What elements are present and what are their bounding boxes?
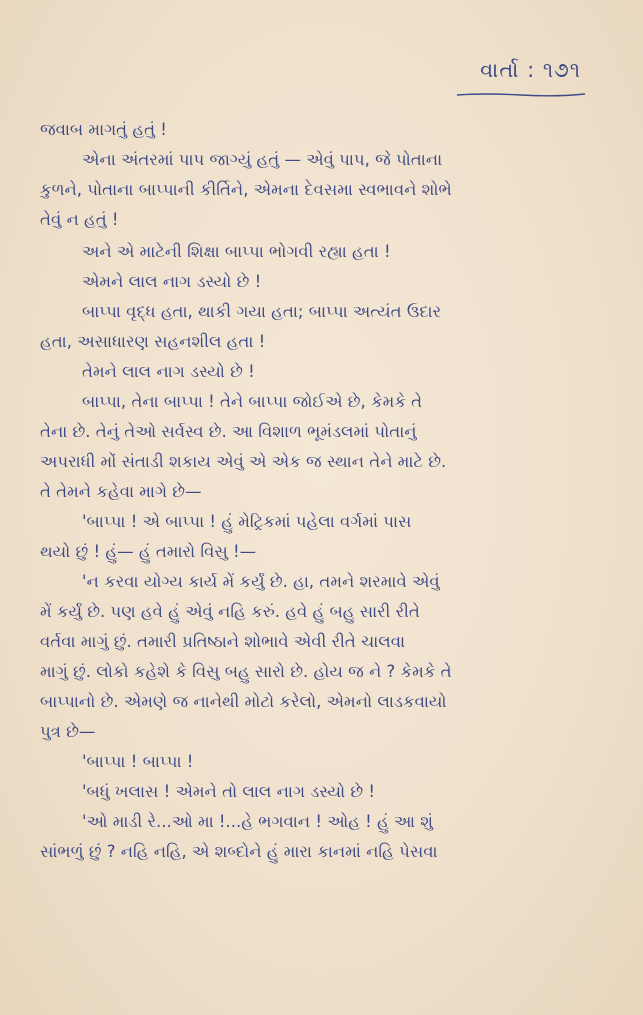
text-line: 'ન કરવા યોગ્ય કાર્ય મેં કર્યું છે. હા, તમને શરમાવે એવું [82,572,440,591]
text-line: તેવું ન હતું ! [40,210,119,229]
text-line: તેના છે. તેનું તેઓ સર્વસ્વ છે. આ વિશાળ ભૂમંડલમાં પોતાનું [40,422,417,441]
text-line: એમને લાલ નાગ ડસ્યો છે ! [82,272,262,291]
text-line: થયો છું ! હું— હું તમારો વિસુ !— [40,542,257,561]
text-line: કુળને, પોતાના બાપ્પાની કીર્તિને, એમના દેવસમા સ્વભાવને શોભે [40,180,452,199]
text-line: અને એ માટેની શિક્ષા બાપ્પા ભોગવી રહ્યા હતા ! [82,242,391,261]
text-line: એના અંતરમાં પાપ જાગ્યું હતું — એવું પાપ, જે પોતાના [82,150,443,169]
text-line: 'બધું ખલાસ ! એમને તો લાલ નાગ ડસ્યો છે ! [82,782,375,801]
text-line: સાંભળું છું ? નહિ નહિ, એ શબ્દોને હું મારા કાનમાં નહિ પેસવા [40,842,438,861]
text-line: બાપ્પા, તેના બાપ્પા ! તેને બાપ્પા જોઈએ છે, કેમકે તે [82,392,423,411]
text-line: જવાબ માગતું હતું ! [40,120,167,139]
page-header: વાર્તા : ૧૭૧ [480,58,581,82]
header-underline [455,92,587,98]
text-line: 'ઓ માડી રે...ઓ મા !...હે ભગવાન ! ઓહ ! હું આ શું [82,812,433,831]
text-line: તે તેમને કહેવા માગે છે— [40,482,202,501]
text-line: બાપ્પાનો છે. એમણે જ નાનેથી મોટો કરેલો, એમનો લાડકવાયો [40,692,447,711]
text-line: 'બાપ્પા ! એ બાપ્પા ! હું મેટ્રિકમાં પહેલા વર્ગમાં પાસ [82,512,412,531]
story-text [40,115,600,867]
text-line: પુત્ર છે— [40,722,96,741]
text-line: વર્તવા માગું છું. તમારી પ્રતિષ્ઠાને શોભાવે એવી રીતે ચાલવા [40,632,406,651]
text-line: મેં કર્યું છે. પણ હવે હું એવું નહિ કરું. હવે હું બહુ સારી રીતે [40,602,420,621]
text-line: બાપ્પા વૃદ્ધ હતા, થાકી ગયા હતા; બાપ્પા અત્યંત ઉદાર [82,302,442,321]
text-line: તેમને લાલ નાગ ડસ્યો છે ! [82,362,255,381]
text-line: અપરાધી મોં સંતાડી શકાય એવું એ એક જ સ્થાન તેને માટે છે. [40,452,447,471]
text-line: 'બાપ્પા ! બાપ્પા ! [82,752,194,771]
text-line: માગું છું. લોકો કહેશે કે વિસુ બહુ સારો છે. હોય જ ને ? કેમકે તે [40,662,452,681]
text-line: હતા, અસાધારણ સહનશીલ હતા ! [40,332,266,351]
